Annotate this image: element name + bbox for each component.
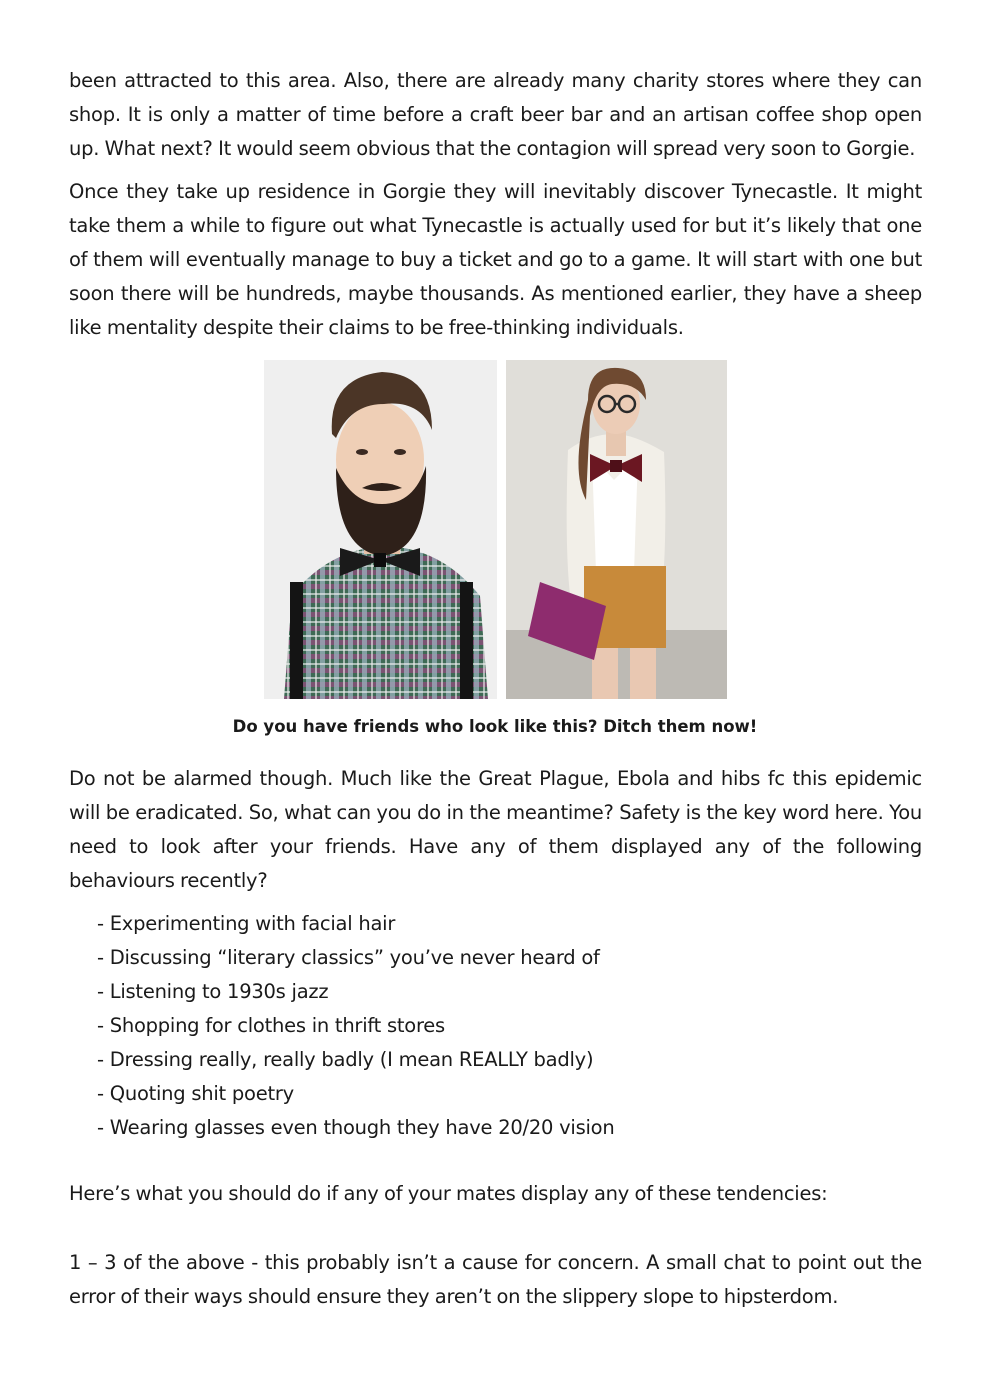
list-item: - Wearing glasses even though they have 20/20 vision xyxy=(97,1116,615,1139)
list-item: - Listening to 1930s jazz xyxy=(97,980,329,1003)
paragraph-one-to-three: 1 – 3 of the above - this probably isn’t a cause for concern. A small chat to point out the error of their ways should ensure they aren’t on the slippery slope to hipsterdom. xyxy=(69,1251,922,1308)
list-item: - Experimenting with facial hair xyxy=(97,912,396,935)
list-item: - Dressing really, really badly (I mean REALLY badly) xyxy=(97,1048,594,1071)
paragraph-what-to-do: Here’s what you should do if any of your mates display any of these tendencies: xyxy=(69,1182,828,1205)
woman-with-glasses-photo xyxy=(506,360,727,699)
list-item: - Quoting shit poetry xyxy=(97,1082,294,1105)
photo-caption: Do you have friends who look like this? Ditch them now! xyxy=(232,717,758,736)
list-item: - Shopping for clothes in thrift stores xyxy=(97,1014,445,1037)
behaviours-list xyxy=(97,907,614,1145)
paragraph-epidemic: Do not be alarmed though. Much like the Great Plague, Ebola and hibs fc this epidemic will be eradicated. So, what can you do in the meantime? Safety is the key word here. You need to look after your friends. Have any of them displayed any of the following behaviours recently? xyxy=(69,767,922,892)
paragraph-tynecastle: Once they take up residence in Gorgie they will inevitably discover Tynecastle. It might take them a while to figure out what Tynecastle is actually used for but it’s likely that one of them will eventually manage to buy a ticket and go to a game. It will start with one but soon there will be hundreds, maybe thousands. As mentioned earlier, they have a sheep like mentality despite their claims to be free-thinking individuals. xyxy=(69,180,922,339)
list-item: - Discussing “literary classics” you’ve never heard of xyxy=(97,946,600,969)
paragraph-charity-stores: been attracted to this area. Also, there are already many charity stores where they can shop. It is only a matter of time before a craft beer bar and an artisan coffee shop open up. What next? It would seem obvious that the contagion will spread very soon to Gorgie. xyxy=(69,69,922,160)
bearded-man-photo xyxy=(264,360,497,699)
